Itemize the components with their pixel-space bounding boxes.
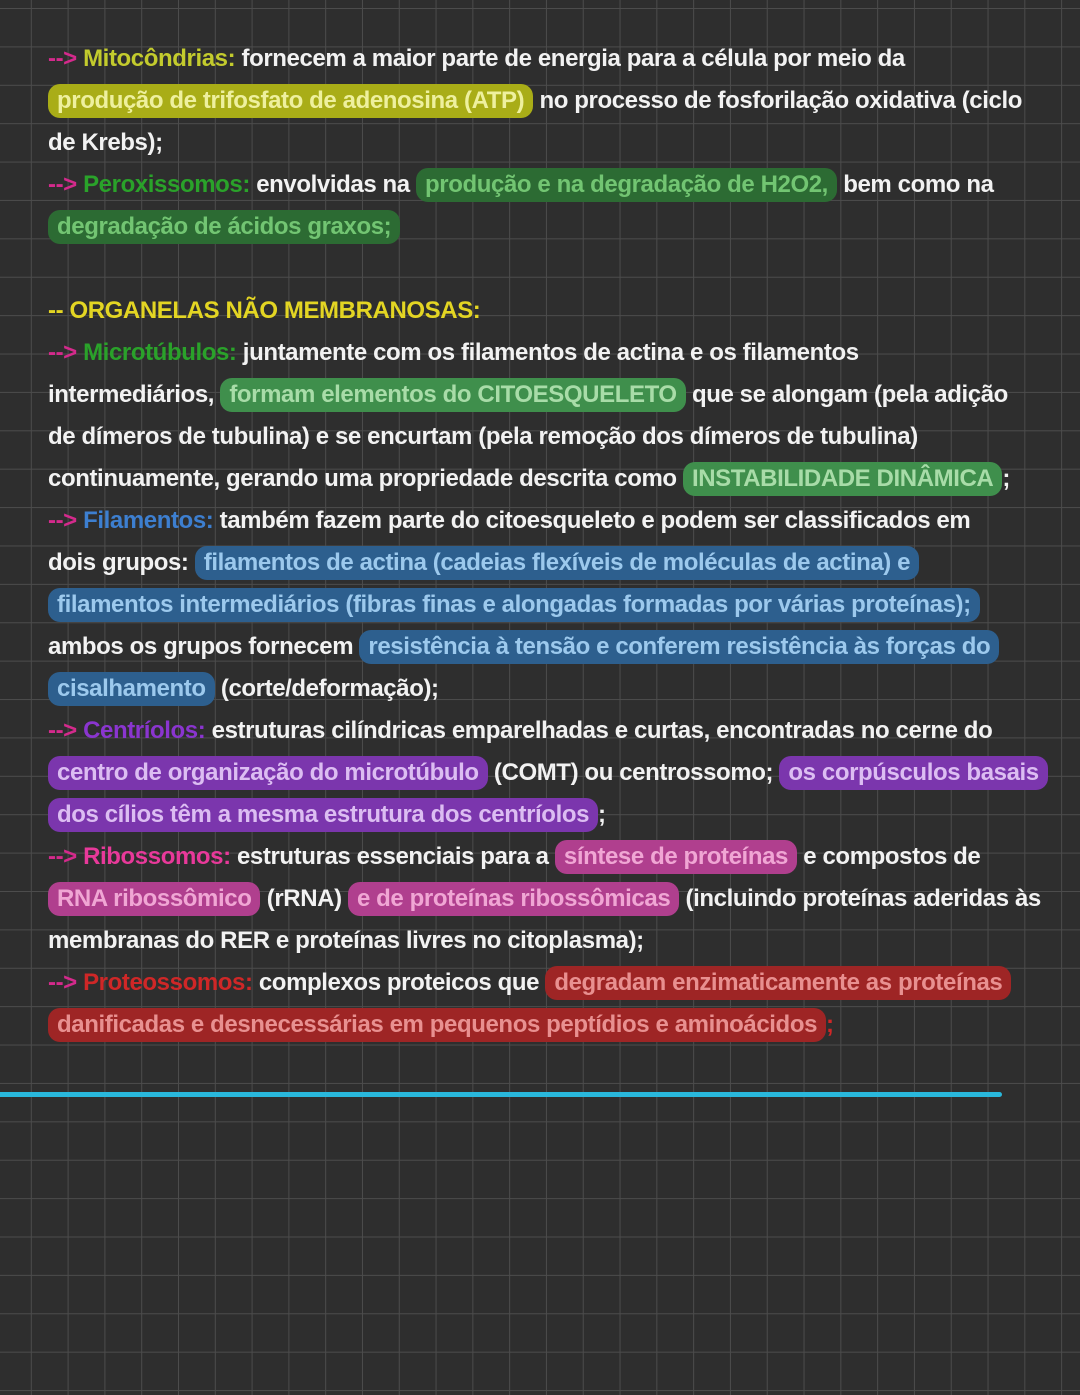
note-line bbox=[48, 416, 1050, 458]
highlighted-text: produção e na degradação de H2O2, bbox=[416, 168, 837, 202]
arrow-icon: --> bbox=[48, 45, 84, 72]
note-line bbox=[48, 542, 1050, 584]
highlighted-text: filamentos intermediários (fibras finas e alongadas formadas por várias proteínas); bbox=[48, 588, 980, 622]
note-line bbox=[48, 1004, 1050, 1046]
note-line bbox=[48, 458, 1050, 500]
highlighted-text: síntese de proteínas bbox=[555, 840, 797, 874]
arrow-icon: --> bbox=[48, 969, 84, 996]
highlighted-text: produção de trifosfato de adenosina (ATP) bbox=[48, 84, 533, 118]
note-text: fornecem a maior parte de energia para a célula por meio da bbox=[235, 45, 905, 72]
note-line bbox=[48, 374, 1050, 416]
term-label: Mitocôndrias: bbox=[83, 45, 236, 72]
term-label: ; bbox=[826, 1011, 834, 1038]
note-line bbox=[48, 710, 1050, 752]
arrow-icon: --> bbox=[48, 171, 84, 198]
note-line bbox=[48, 752, 1050, 794]
note-line bbox=[48, 878, 1050, 920]
note-text: (incluindo proteínas aderidas às bbox=[679, 885, 1041, 912]
note-text: membranas do RER e proteínas livres no citoplasma); bbox=[48, 927, 644, 954]
term-label: Filamentos: bbox=[83, 507, 214, 534]
note-text: dois grupos: bbox=[48, 549, 195, 576]
note-line bbox=[48, 500, 1050, 542]
highlighted-text: os corpúsculos basais bbox=[779, 756, 1047, 790]
highlighted-text: e de proteínas ribossômicas bbox=[348, 882, 679, 916]
highlighted-text: filamentos de actina (cadeias flexíveis de moléculas de actina) e bbox=[195, 546, 919, 580]
note-text: continuamente, gerando uma propriedade descrita como bbox=[48, 465, 683, 492]
note-line bbox=[48, 836, 1050, 878]
highlighted-text: degradação de ácidos graxos; bbox=[48, 210, 400, 244]
note-line bbox=[48, 290, 1050, 332]
term-label: Proteossomos: bbox=[83, 969, 253, 996]
note-line bbox=[48, 80, 1050, 122]
note-text: ambos os grupos fornecem bbox=[48, 633, 360, 660]
note-text: bem como na bbox=[836, 171, 994, 198]
note-text: e compostos de bbox=[797, 843, 981, 870]
term-label: Centríolos: bbox=[83, 717, 206, 744]
note-text: de dímeros de tubulina) e se encurtam (pela remoção dos dímeros de tubulina) bbox=[48, 423, 918, 450]
note-text: ; bbox=[1002, 465, 1010, 492]
note-text: de Krebs); bbox=[48, 129, 163, 156]
note-line bbox=[48, 122, 1050, 164]
highlighted-text: centro de organização do microtúbulo bbox=[48, 756, 488, 790]
term-label: Ribossomos: bbox=[83, 843, 231, 870]
highlighted-text: danificadas e desnecessárias em pequenos peptídios e aminoácidos bbox=[48, 1008, 826, 1042]
highlighted-text: resistência à tensão e conferem resistência às forças do bbox=[359, 630, 999, 664]
highlighted-text: INSTABILIDADE DINÂMICA bbox=[683, 462, 1002, 496]
note-text: complexos proteicos que bbox=[252, 969, 546, 996]
arrow-icon: --> bbox=[48, 843, 84, 870]
highlighted-text: formam elementos do CITOESQUELETO bbox=[220, 378, 685, 412]
note-text: envolvidas na bbox=[249, 171, 417, 198]
note-text: juntamente com os filamentos de actina e os filamentos bbox=[236, 339, 859, 366]
arrow-icon: --> bbox=[48, 717, 84, 744]
section-heading: -- ORGANELAS NÃO MEMBRANOSAS: bbox=[48, 297, 481, 324]
blank-line bbox=[48, 248, 1050, 290]
note-line bbox=[48, 206, 1050, 248]
note-text: estruturas essenciais para a bbox=[230, 843, 555, 870]
note-text: (rRNA) bbox=[260, 885, 348, 912]
note-line bbox=[48, 38, 1050, 80]
note-line bbox=[48, 164, 1050, 206]
note-line bbox=[48, 584, 1050, 626]
term-label: Microtúbulos: bbox=[83, 339, 237, 366]
note-line bbox=[48, 332, 1050, 374]
highlighted-text: cisalhamento bbox=[48, 672, 215, 706]
note-text: estruturas cilíndricas emparelhadas e curtas, encontradas no cerne do bbox=[205, 717, 993, 744]
note-text: (corte/deformação); bbox=[214, 675, 439, 702]
highlighted-text: RNA ribossômico bbox=[48, 882, 260, 916]
note-text: no processo de fosforilação oxidativa (ciclo bbox=[533, 87, 1022, 114]
highlighted-text: dos cílios têm a mesma estrutura dos centríolos bbox=[48, 798, 598, 832]
highlighted-text: degradam enzimaticamente as proteínas bbox=[545, 966, 1011, 1000]
arrow-icon: --> bbox=[48, 339, 84, 366]
note-text: ; bbox=[598, 801, 606, 828]
section-divider bbox=[0, 1092, 1002, 1097]
note-line bbox=[48, 962, 1050, 1004]
arrow-icon: --> bbox=[48, 507, 84, 534]
note-line bbox=[48, 626, 1050, 668]
term-label: Peroxissomos: bbox=[83, 171, 250, 198]
note-text: intermediários, bbox=[48, 381, 221, 408]
note-line bbox=[48, 920, 1050, 962]
note-text: que se alongam (pela adição bbox=[685, 381, 1008, 408]
note-text: (COMT) ou centrossomo; bbox=[487, 759, 780, 786]
note-line bbox=[48, 794, 1050, 836]
note-text: também fazem parte do citoesqueleto e podem ser classificados em bbox=[213, 507, 971, 534]
note-line bbox=[48, 668, 1050, 710]
